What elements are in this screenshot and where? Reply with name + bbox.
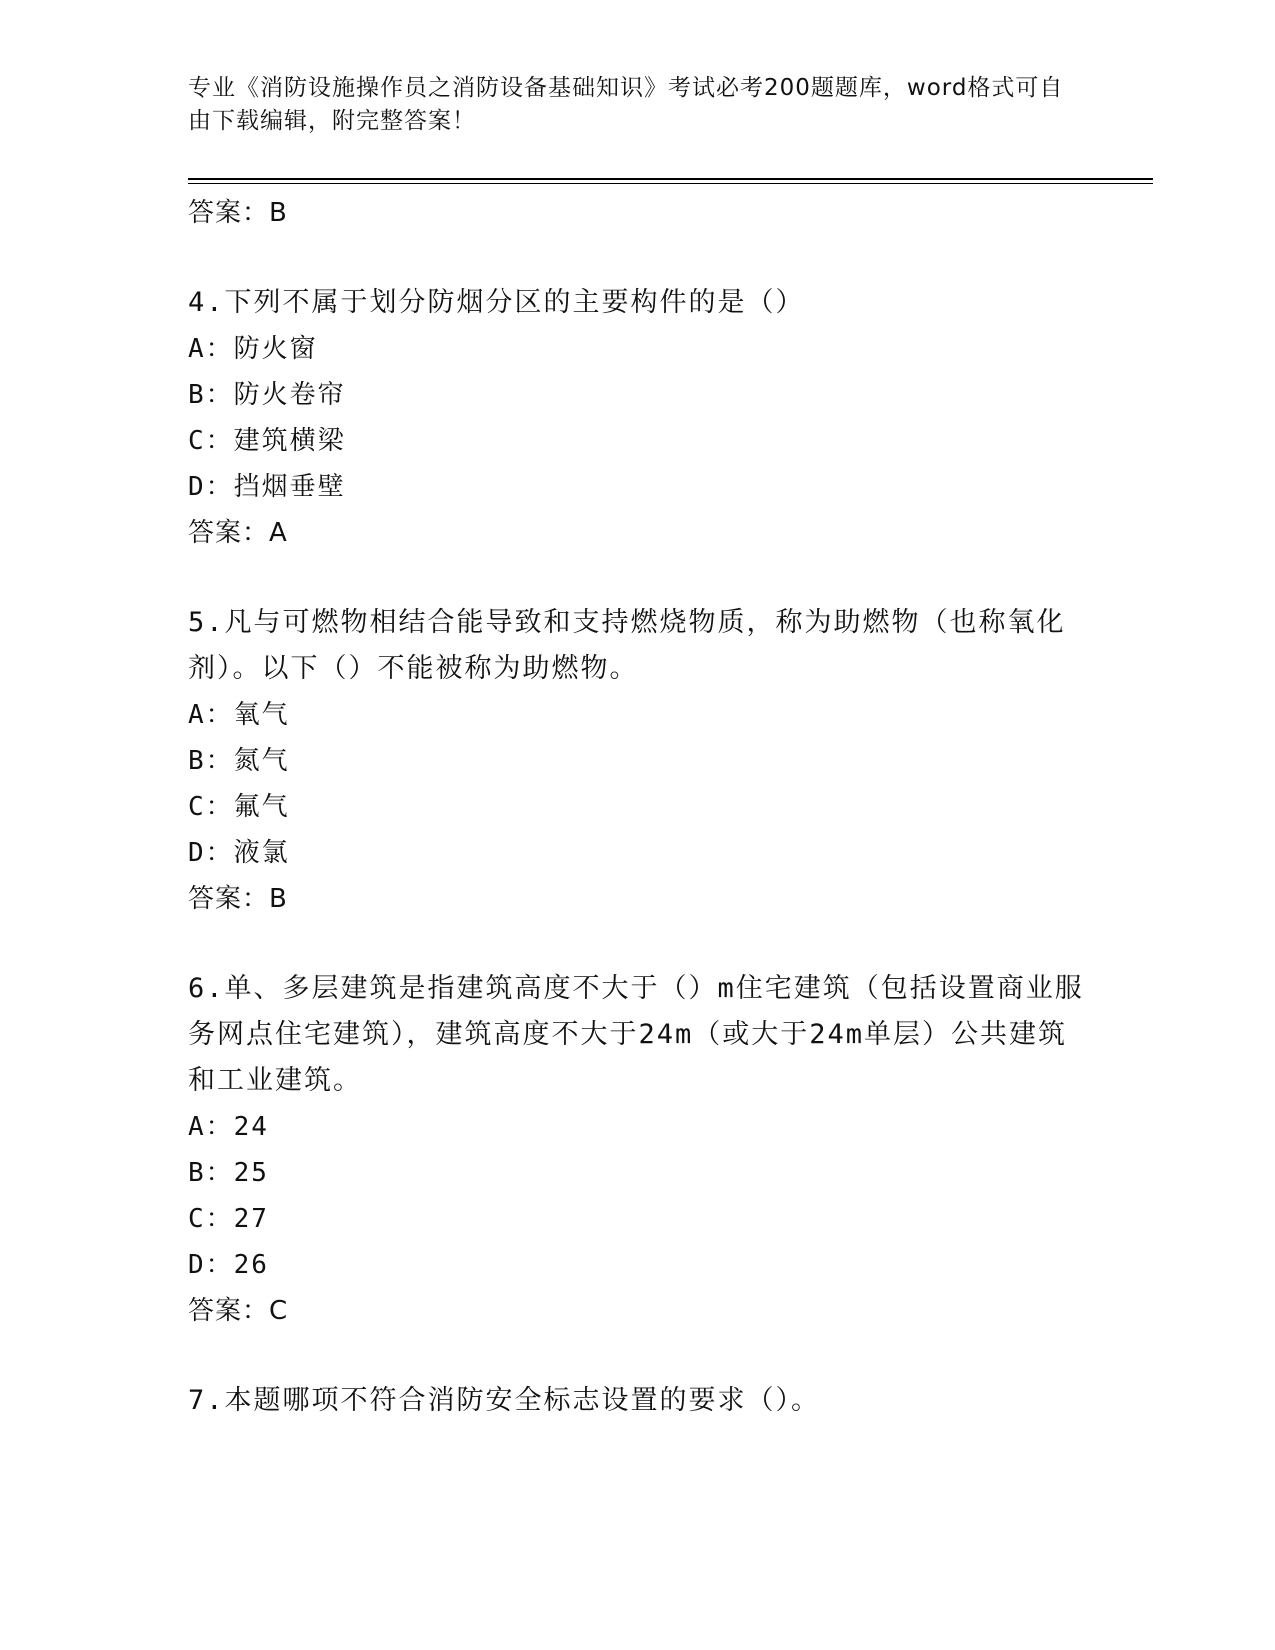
q6-option-c: C：27: [188, 1204, 269, 1234]
q5-option-d: D：液氯: [188, 838, 290, 868]
q6-option-d: D：26: [188, 1250, 269, 1280]
q4-option-a: A：防火窗: [188, 334, 318, 364]
document-header: 专业《消防设施操作员之消防设备基础知识》考试必考200题题库，word格式可自由下载编辑，附完整答案！: [188, 75, 1064, 134]
answer-4: 答案：A: [188, 518, 288, 548]
q5-option-a: A：氧气: [188, 700, 290, 730]
question-4: 4.下列不属于划分防烟分区的主要构件的是（）: [188, 287, 805, 318]
header-rule-thick: [188, 178, 1153, 180]
q6-option-a: A：24: [188, 1112, 269, 1142]
q6-option-b: B：25: [188, 1158, 269, 1188]
q5-option-c: C：氟气: [188, 792, 290, 822]
header-rule-thin: [188, 183, 1153, 184]
question-6: 6.单、多层建筑是指建筑高度不大于（）m住宅建筑（包括设置商业服务网点住宅建筑），建筑高度不大于24m（或大于24m单层）公共建筑和工业建筑。: [188, 973, 1084, 1096]
answer-3: 答案：B: [188, 198, 288, 228]
q4-option-c: C：建筑横梁: [188, 426, 346, 456]
q4-option-d: D：挡烟垂壁: [188, 472, 346, 502]
question-list: [188, 190, 1088, 1424]
answer-6: 答案：C: [188, 1296, 289, 1326]
q4-option-b: B：防火卷帘: [188, 380, 346, 410]
question-7: 7.本题哪项不符合消防安全标志设置的要求（）。: [188, 1385, 821, 1416]
q5-option-b: B：氮气: [188, 746, 290, 776]
answer-5: 答案：B: [188, 884, 288, 914]
question-5: 5.凡与可燃物相结合能导致和支持燃烧物质，称为助燃物（也称氧化剂）。以下（）不能被称为助燃物。: [188, 607, 1066, 684]
